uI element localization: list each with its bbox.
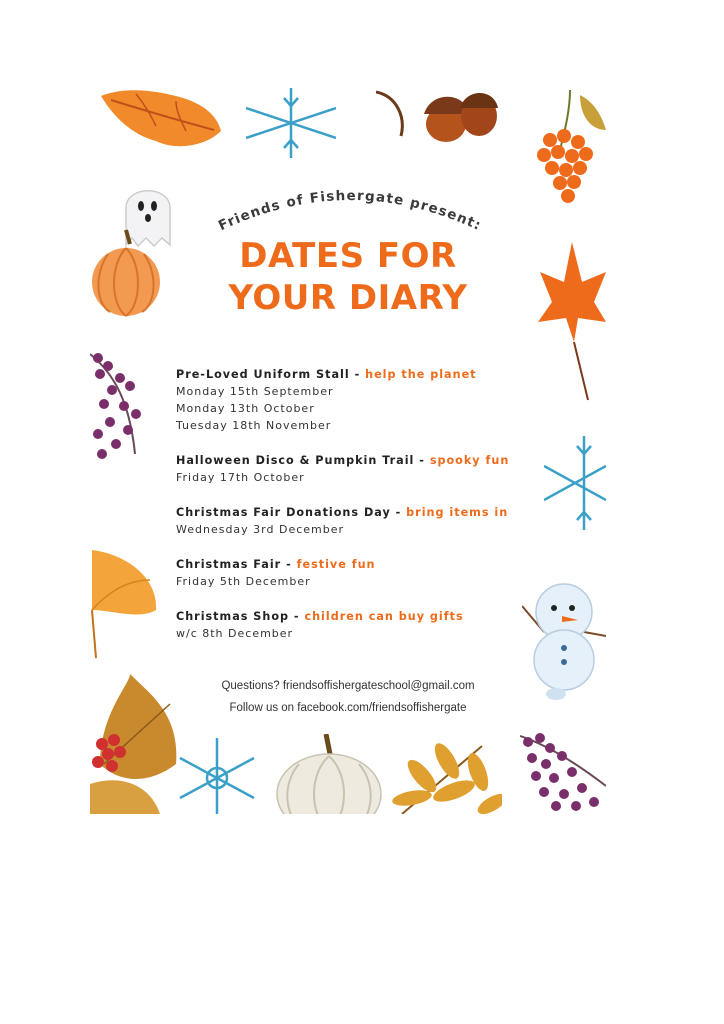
- event-heading: [176, 608, 536, 625]
- event-item: [176, 556, 536, 590]
- event-separator: -: [289, 610, 305, 623]
- snowflake-icon: [172, 738, 262, 814]
- event-date: Friday 5th December: [176, 575, 311, 588]
- snowflake-icon: [544, 436, 606, 530]
- event-tagline: festive fun: [296, 558, 376, 571]
- event-date: Tuesday 18th November: [176, 419, 332, 432]
- event-tagline: spooky fun: [429, 454, 510, 467]
- event-date: Wednesday 3rd December: [176, 523, 345, 536]
- event-heading: [176, 504, 536, 521]
- purple-berries-icon: [90, 344, 150, 464]
- acorn-icon: [376, 86, 506, 146]
- oak-leaf-icon: [96, 86, 226, 156]
- snowflake-icon: [246, 88, 336, 158]
- svg-text:Friends of Fishergate present:: [216, 188, 484, 234]
- event-date: w/c 8th December: [176, 627, 294, 640]
- contact-facebook: Follow us on facebook.com/friendsoffishergate: [229, 702, 467, 714]
- event-title: Christmas Fair Donations Day: [176, 506, 391, 519]
- event-date: Monday 13th October: [176, 402, 315, 415]
- event-separator: -: [390, 506, 407, 519]
- white-pumpkin-icon: [274, 734, 384, 814]
- berry-cluster-icon: [530, 90, 606, 210]
- event-title: Christmas Shop: [176, 610, 290, 623]
- headline-line-1: DATES FOR: [239, 236, 457, 276]
- event-separator: -: [414, 454, 430, 467]
- event-tagline: bring items in: [406, 506, 509, 519]
- event-title: Pre-Loved Uniform Stall: [176, 368, 350, 381]
- event-date: Monday 15th September: [176, 385, 334, 398]
- event-heading: [176, 556, 536, 573]
- ginkgo-leaf-icon: [90, 550, 160, 660]
- event-title: Halloween Disco & Pumpkin Trail: [176, 454, 415, 467]
- event-heading: [176, 366, 536, 383]
- golden-leaves-icon: [392, 736, 502, 814]
- purple-berries-icon: [520, 726, 606, 814]
- event-tagline: help the planet: [365, 368, 477, 381]
- event-date: Friday 17th October: [176, 471, 305, 484]
- event-tagline: children can buy gifts: [304, 610, 464, 623]
- event-item: [176, 366, 536, 434]
- poster: [90, 86, 606, 814]
- event-separator: -: [349, 368, 366, 381]
- presenter-text: Friends of Fishergate present:: [215, 187, 485, 235]
- event-item: [176, 452, 536, 486]
- event-title: Christmas Fair: [176, 558, 282, 571]
- headline-line-2: YOUR DIARY: [228, 278, 468, 318]
- event-separator: -: [281, 558, 297, 571]
- event-list: [176, 366, 536, 660]
- event-item: [176, 608, 536, 642]
- contact-email: Questions? friendsoffishergateschool@gmail.com: [221, 680, 475, 692]
- event-heading: [176, 452, 536, 469]
- event-item: [176, 504, 536, 538]
